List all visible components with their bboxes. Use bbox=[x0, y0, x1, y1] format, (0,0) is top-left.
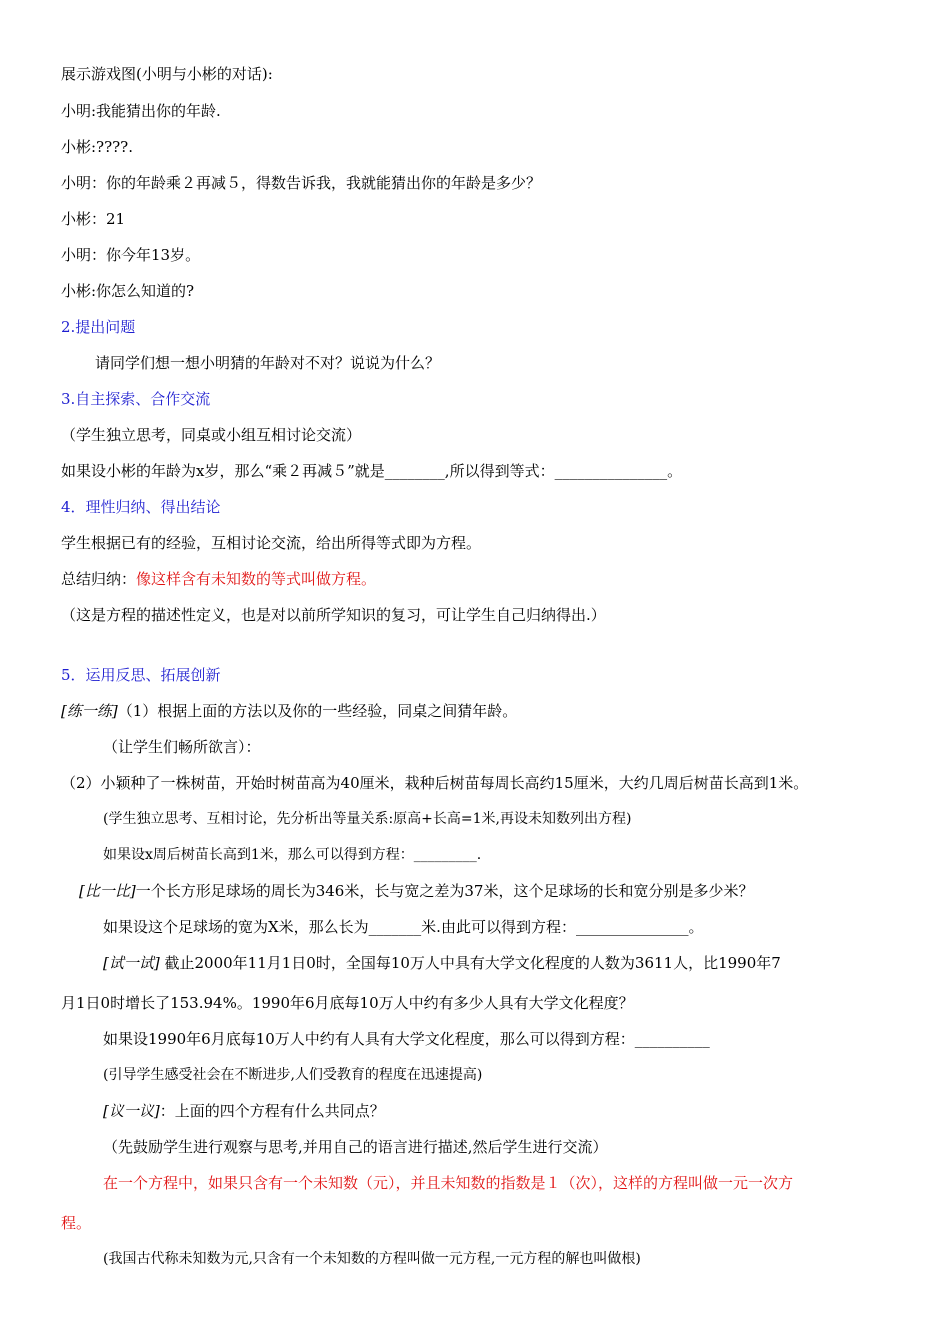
paragraph: （先鼓励学生进行观察与思考,并用自己的语言进行描述,然后学生进行交流） bbox=[103, 1138, 608, 1156]
paragraph: 如果设这个足球场的宽为X米，那么长为_______米.由此可以得到方程：_______________。 bbox=[103, 918, 704, 936]
summary-label: 总结归纳： bbox=[61, 570, 137, 588]
exercise-line bbox=[103, 1101, 385, 1121]
paragraph: (我国古代称未知数为元,只含有一个未知数的方程叫做一元方程,一元方程的解也叫做根) bbox=[103, 1251, 641, 1267]
paragraph: (引导学生感受社会在不断进步,人们受教育的程度在迅速提高) bbox=[103, 1067, 483, 1083]
summary-line bbox=[61, 569, 376, 589]
paragraph: 如果设1990年6月底每10万人中约有人具有大学文化程度，那么可以得到方程：__________ bbox=[103, 1030, 710, 1048]
exercise-line bbox=[103, 953, 781, 973]
section-heading-4: 4．理性归纳、得出结论 bbox=[61, 498, 221, 516]
dialogue-line: 小明:我能猜出你的年龄. bbox=[61, 102, 221, 120]
definition-linear-equation-cont: 程。 bbox=[61, 1214, 92, 1232]
definition-linear-equation: 在一个方程中，如果只含有一个未知数（元），并且未知数的指数是１（次），这样的方程叫做一元一次方 bbox=[103, 1174, 794, 1192]
exercise-tag: [试一试] bbox=[103, 954, 160, 972]
section-heading-2: 2.提出问题 bbox=[61, 318, 136, 336]
paragraph: 学生根据已有的经验，互相讨论交流，给出所得等式即为方程。 bbox=[61, 534, 482, 552]
section-heading-3: 3.自主探索、合作交流 bbox=[61, 390, 211, 408]
paragraph: 如果设x周后树苗长高到1米，那么可以得到方程：_________. bbox=[103, 847, 482, 863]
exercise-text: 一个长方形足球场的周长为346米，长与宽之差为37米，这个足球场的长和宽分别是多少米？ bbox=[135, 882, 754, 900]
paragraph: （学生独立思考，同桌或小组互相讨论交流） bbox=[61, 426, 362, 444]
section-heading-5: 5．运用反思、拓展创新 bbox=[61, 666, 221, 684]
paragraph: （2）小颖种了一株树苗，开始时树苗高为40厘米，栽种后树苗每周长高约15厘米，大约几周后树苗长高到1米。 bbox=[61, 774, 809, 792]
paragraph: 如果设小彬的年龄为x岁，那么“乘２再减５”就是________,所以得到等式：_______________。 bbox=[61, 462, 683, 480]
dialogue-line: 小明：你的年龄乘２再减５，得数告诉我，我就能猜出你的年龄是多少？ bbox=[61, 174, 542, 192]
exercise-text: （1）根据上面的方法以及你的一些经验，同桌之间猜年龄。 bbox=[117, 702, 518, 720]
paragraph: （这是方程的描述性定义，也是对以前所学知识的复习，可让学生自己归纳得出.） bbox=[61, 606, 606, 624]
intro-line: 展示游戏图(小明与小彬的对话): bbox=[61, 65, 273, 83]
dialogue-line: 小彬：21 bbox=[61, 210, 126, 228]
dialogue-line: 小彬:????. bbox=[61, 138, 133, 156]
exercise-tag: [练一练] bbox=[61, 702, 118, 720]
exercise-text: 截止2000年11月1日0时，全国每10万人中具有大学文化程度的人数为3611人，比1990年7 bbox=[159, 954, 781, 972]
exercise-text: ：上面的四个方程有什么共同点？ bbox=[159, 1102, 385, 1120]
exercise-line bbox=[79, 881, 753, 901]
dialogue-line: 小彬:你怎么知道的? bbox=[61, 282, 195, 300]
paragraph: 月1日0时增长了153.94%。1990年6月底每10万人中约有多少人具有大学文化程度？ bbox=[61, 994, 634, 1012]
exercise-tag: [议一议] bbox=[103, 1102, 160, 1120]
paragraph: (学生独立思考、互相讨论，先分析出等量关系:原高+长高=1米,再设未知数列出方程) bbox=[103, 811, 632, 827]
exercise-line bbox=[61, 701, 517, 721]
paragraph: 请同学们想一想小明猜的年龄对不对？说说为什么？ bbox=[95, 354, 441, 372]
paragraph: （让学生们畅所欲言）： bbox=[103, 738, 261, 756]
dialogue-line: 小明：你今年13岁。 bbox=[61, 246, 201, 264]
exercise-tag: [比一比] bbox=[79, 882, 136, 900]
definition-equation: 像这样含有未知数的等式叫做方程。 bbox=[136, 570, 377, 588]
